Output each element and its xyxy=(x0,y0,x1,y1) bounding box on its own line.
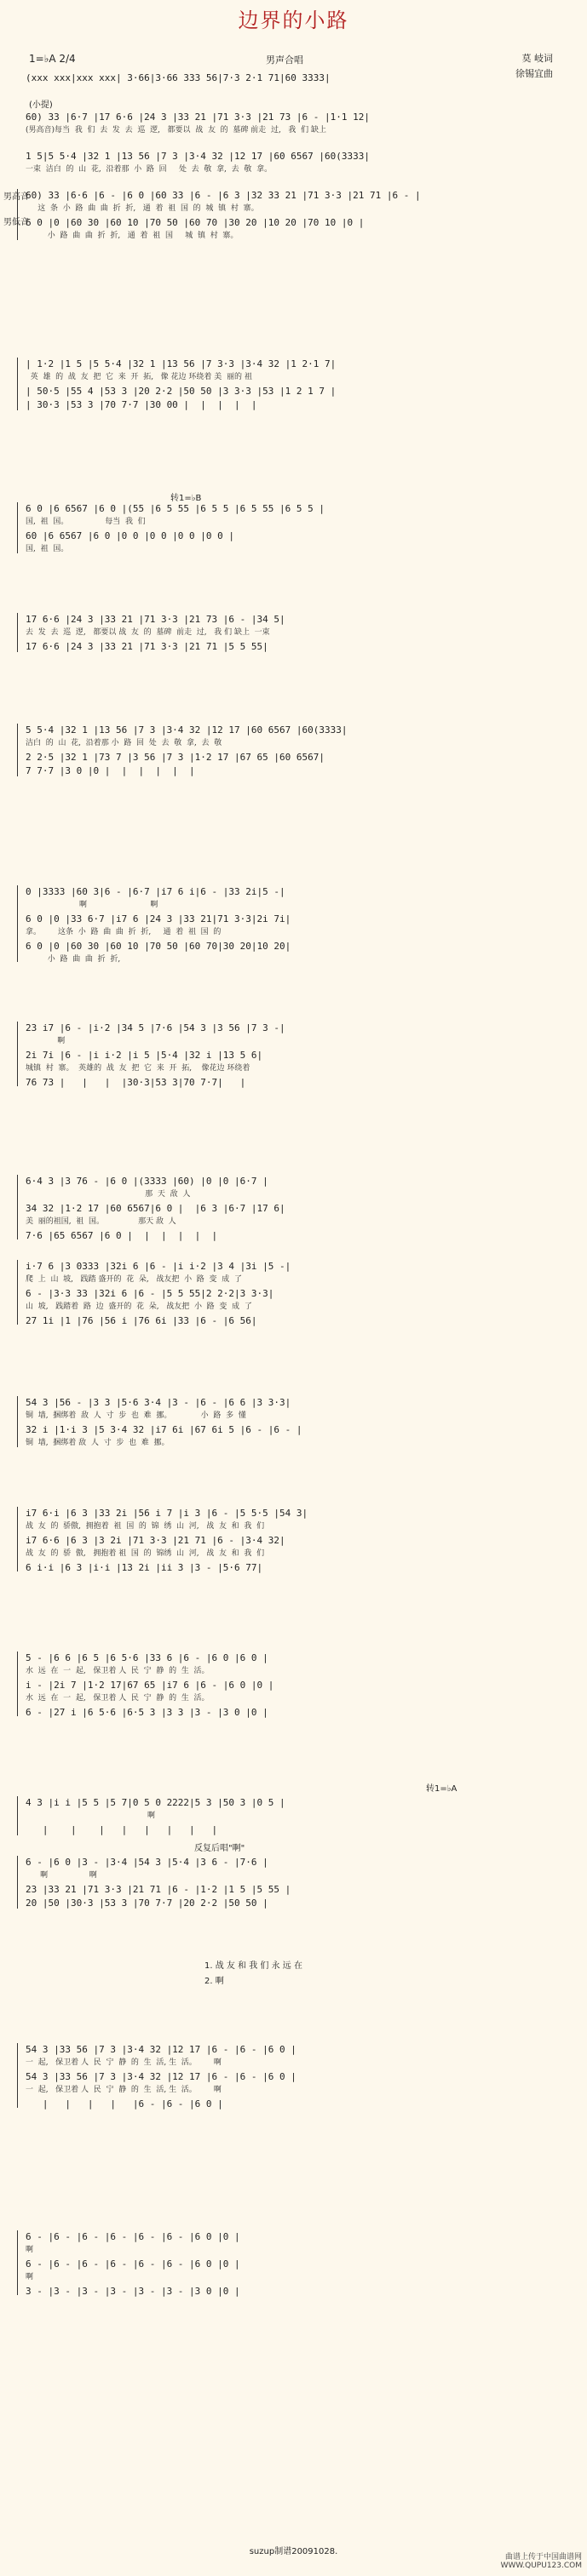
system-bracket xyxy=(17,1652,18,1716)
lyric-line: 铜 墙, 捆绑着 敌 人 寸 步 也 难 挪。 xyxy=(26,1439,170,1447)
notation-line: 2i 7i |6 - |i i·2 |i 5 |5·4 |32 i |13 5 6| xyxy=(26,1050,263,1061)
lyric-line: 铜 墙, 捆绑着 敌 人 寸 步 也 难 挪。 小 路 多 懂 xyxy=(26,1411,246,1420)
lyric-line: 山 坡, 践踏着 路 边 盛开的 花 朵, 战友把 小 路 变 成 了 xyxy=(26,1302,252,1311)
notation-line: 6 - |27 i |6 5·6 |6·5 3 |3 3 |3 - |3 0 |0 | xyxy=(26,1707,268,1718)
notation-line: 60 |6 6567 |6 0 |0 0 |0 0 |0 0 |0 0 | xyxy=(26,530,235,541)
notation-line: 6·4 3 |3 76 - |6 0 |(3333 |60) |0 |0 |6·7 | xyxy=(26,1176,268,1187)
notation-line: | 1·2 |1 5 |5 5·4 |32 1 |13 56 |7 3·3 |3·4 32 |1 2·1 7| xyxy=(26,358,337,369)
watermark-line-1: 曲谱上传于中国曲谱网 xyxy=(504,2553,582,2562)
notation-line: 0 |3333 |60 3|6 - |6·7 |i7 6 i|6 - |33 2i|5 -| xyxy=(26,886,285,897)
system-bracket xyxy=(17,502,18,553)
system-bracket xyxy=(17,1796,18,1835)
notation-line: 6 - |6 - |6 - |6 - |6 - |6 - |6 0 |0 | xyxy=(26,2258,240,2270)
notation-line: 23 |33 21 |71 3·3 |21 71 |6 - |1·2 |1 5 |5 55 | xyxy=(26,1884,291,1895)
notation-line: 17 6·6 |24 3 |33 21 |71 3·3 |21 73 |6 - |34 5| xyxy=(26,614,285,625)
notation-line: 23 i7 |6 - |i·2 |34 5 |7·6 |54 3 |3 56 |7 3 -| xyxy=(26,1022,285,1033)
system-bracket xyxy=(17,2230,18,2295)
notation-line: 54 3 |33 56 |7 3 |3·4 32 |12 17 |6 - |6 - |6 0 | xyxy=(26,2044,296,2055)
score-system xyxy=(26,1796,561,1837)
lyric-line: 水 远 在 一 起, 保卫着 人 民 宁 静 的 生 活。 xyxy=(26,1667,210,1675)
lyric-line: 英 雄 的 战 友 把 它 来 开 拓, 像 花边 环绕着 美 丽的 祖 xyxy=(26,373,252,381)
notation-line: | | | | |6 - |6 - |6 0 | xyxy=(26,2098,223,2109)
system-bracket xyxy=(17,1856,18,1909)
lyric-line: 爬 上 山 坡, 践踏 盛开的 花 朵, 战友把 小 路 变 成 了 xyxy=(26,1275,242,1284)
system-bracket xyxy=(17,1396,18,1447)
system-bracket xyxy=(17,1022,18,1086)
notation-line: 6 - |6 - |6 - |6 - |6 - |6 - |6 0 |0 | xyxy=(26,2231,240,2242)
notation-line: 2 2·5 |32 1 |73 7 |3 56 |7 3 |1·2 17 |67 65 |60 6567| xyxy=(26,752,325,763)
score-system xyxy=(26,2230,561,2298)
notation-line: 5 - |6 6 |6 5 |6 5·6 |33 6 |6 - |6 0 |6 0 | xyxy=(26,1652,268,1663)
notation-line: 60) 33 |6·7 |17 6·6 |24 3 |33 21 |71 3·3 |21 73 |6 - |1·1 12| xyxy=(26,112,370,123)
site-watermark xyxy=(501,2550,582,2570)
notation-line: i·7 6 |3 0333 |32i 6 |6 - |i i·2 |3 4 |3i |5 -| xyxy=(26,1261,291,1272)
notation-line: 4 3 |i i |5 5 |5 7|0 5 0 2222|5 3 |50 3 |0 5 | xyxy=(26,1797,285,1808)
notation-line: i7 6·i |6 3 |33 2i |56 i 7 |i 3 |6 - |5 5·5 |54 3| xyxy=(26,1508,308,1519)
lyric-line: 啊 xyxy=(26,2246,34,2254)
lyric-line: 啊 xyxy=(26,2273,34,2281)
score-system xyxy=(26,111,561,138)
system-bracket xyxy=(17,724,18,776)
verse-2-label: 2. 啊 xyxy=(204,1977,224,1986)
lyric-line: 一 起, 保卫着 人 民 宁 静 的 生 活, 生 活。 啊 xyxy=(26,2086,222,2094)
lyric-line: 去 发 去 巡 逻, 都要以 战 友 的 墓碑 前走 过, 我 们 缺上 一束 xyxy=(26,628,270,637)
score-system xyxy=(26,1022,561,1090)
solo-label: (小提) xyxy=(29,100,53,110)
lyric-line: 一 起, 保卫着 人 民 宁 静 的 生 活, 生 活。 啊 xyxy=(26,2058,222,2067)
reprise-instruction: 反复后唱"啊" xyxy=(194,1844,245,1853)
score-system xyxy=(26,189,561,243)
notation-line: 6 0 |0 |60 30 |60 10 |70 50 |60 70|30 20|10 20| xyxy=(26,941,291,952)
lyric-line: 战 友 的 骄傲, 拥抱着 祖 国 的 锦 绣 山 河, 战 友 和 我 们 xyxy=(26,1522,265,1531)
notation-line: 54 3 |33 56 |7 3 |3·4 32 |12 17 |6 - |6 - |6 0 | xyxy=(26,2071,296,2082)
notation-line: 17 6·6 |24 3 |33 21 |71 3·3 |21 71 |5 5 55| xyxy=(26,641,268,652)
composer-credit: 徐锡宜曲 xyxy=(515,68,553,79)
notation-line: 6 0 |0 |33 6·7 |i7 6 |24 3 |33 21|71 3·3|2i 7i| xyxy=(26,913,291,924)
score-system xyxy=(26,724,561,778)
lyric-line: 啊 啊 xyxy=(26,901,158,909)
score-system xyxy=(26,885,561,967)
notation-line: 76 73 | | | |30·3|53 3|70 7·7| | xyxy=(26,1077,246,1088)
notation-line: i - |2i 7 |1·2 17|67 65 |i7 6 |6 - |6 0 |0 | xyxy=(26,1680,274,1691)
lyric-line: 城镇 村 寨。 英雄的 战 友 把 它 来 开 拓, 像花边 环绕着 xyxy=(26,1064,250,1073)
lyric-line: 啊 啊 xyxy=(26,1871,97,1880)
score-system xyxy=(26,1856,561,1910)
score-system xyxy=(26,1175,561,1243)
notation-line: 3 - |3 - |3 - |3 - |3 - |3 - |3 0 |0 | xyxy=(26,2286,240,2297)
lyric-line: 国, 祖 国。 每当 我 们 xyxy=(26,518,146,526)
system-bracket xyxy=(17,1507,18,1571)
system-bracket xyxy=(17,2043,18,2108)
key-signature: 1=♭A 2/4 xyxy=(29,53,76,65)
notation-line: 20 |50 |30·3 |53 3 |70 7·7 |20 2·2 |50 50 | xyxy=(26,1898,268,1909)
score-system xyxy=(26,1260,561,1328)
watermark-line-2: WWW.QUPU123.COM xyxy=(500,2562,582,2570)
notation-line: 6 - |3·3 33 |32i 6 |6 - |5 5 55|2 2·2|3 3·3| xyxy=(26,1288,274,1299)
notation-line: 34 32 |1·2 17 |60 6567|6 0 | |6 3 |6·7 |17 6| xyxy=(26,1203,285,1214)
notation-line: 6 0 |0 |60 30 |60 10 |70 50 |60 70 |30 20 |10 20 |70 10 |0 | xyxy=(26,217,365,228)
score-title: 边界的小路 xyxy=(238,9,349,32)
notation-line: | 30·3 |53 3 |70 7·7 |30 00 | | | | | xyxy=(26,399,257,410)
lyric-line: 啊 xyxy=(26,1812,156,1820)
score-system xyxy=(26,358,561,412)
notation-line: 6 0 |6 6567 |6 0 |(55 |6 5 55 |6 5 5 |6 5 55 |6 5 5 | xyxy=(26,503,325,514)
bass-label: 男低音 xyxy=(3,218,29,227)
notation-line: (xxx xxx|xxx xxx| 3·66|3·66 333 56|7·3 2·1 71|60 3333| xyxy=(26,72,331,83)
lyricist-credit: 莫 岐词 xyxy=(521,53,553,64)
lyric-line: 那 天 敌 人 xyxy=(26,1190,191,1199)
score-system xyxy=(26,1507,561,1575)
notation-line: 60) 33 |6·6 |6 - |6 0 |60 33 |6 - |6 3 |32 33 21 |71 3·3 |21 71 |6 - | xyxy=(26,190,421,201)
system-bracket xyxy=(17,885,18,962)
lyric-line: 这 条 小 路 曲 曲 折 折, 通 着 祖 国 的 城 镇 村 寨。 xyxy=(26,204,259,213)
system-bracket xyxy=(17,358,18,410)
system-bracket xyxy=(17,1260,18,1325)
lyric-line: 水 远 在 一 起, 保卫着 人 民 宁 静 的 生 活。 xyxy=(26,1694,210,1703)
verse-1-label: 1. 战 友 和 我 们 永 远 在 xyxy=(204,1961,302,1971)
score-subtitle: 男声合唱 xyxy=(266,54,303,66)
lyric-line: 国, 祖 国。 xyxy=(26,545,69,553)
notation-line: | | | | | | | | xyxy=(26,1824,218,1835)
notation-line: 6 i·i |6 3 |i·i |13 2i |ii 3 |3 - |5·6 77| xyxy=(26,1562,263,1573)
lyric-line: 啊 xyxy=(26,1037,66,1045)
lyric-line: (男高音)每当 我 们 去 发 去 巡 逻, 都要以 战 友 的 墓碑 前走 过, 我 们 缺上 xyxy=(26,126,327,135)
transcriber-credit: suzup制谱20091028. xyxy=(249,2547,338,2556)
notation-line: 6 - |6 0 |3 - |3·4 |54 3 |5·4 |3 6 - |7·6 | xyxy=(26,1857,268,1868)
score-system xyxy=(26,150,561,177)
score-system xyxy=(26,72,561,85)
score-system xyxy=(26,2043,561,2111)
notation-line: 32 i |1·i 3 |5 3·4 32 |i7 6i |67 6i 5 |6 - |6 - | xyxy=(26,1424,302,1435)
notation-line: 1 5|5 5·4 |32 1 |13 56 |7 3 |3·4 32 |12 17 |60 6567 |60(3333| xyxy=(26,151,370,162)
system-bracket xyxy=(17,1175,18,1239)
lyric-line: 小 路 曲 曲 折 折, 通 着 祖 国 城 镇 村 寨。 xyxy=(26,232,239,240)
system-bracket xyxy=(17,613,18,652)
score-system xyxy=(26,1396,561,1451)
lyric-line: 小 路 曲 曲 折 折, xyxy=(26,955,121,964)
notation-line: i7 6·6 |6 3 |3 2i |71 3·3 |21 71 |6 - |3·4 32| xyxy=(26,1535,285,1546)
lyric-line: 洁白 的 山 花, 沿着那 小 路 回 处 去 敬 拿, 去 敬 xyxy=(26,739,222,747)
notation-line: | 50·5 |55 4 |53 3 |20 2·2 |50 50 |3 3·3 |53 |1 2 1 7 | xyxy=(26,386,337,397)
notation-line: 5 5·4 |32 1 |13 56 |7 3 |3·4 32 |12 17 |60 6567 |60(3333| xyxy=(26,724,348,736)
score-system xyxy=(26,502,561,557)
notation-line: 7 7·7 |3 0 |0 | | | | | | xyxy=(26,765,195,776)
score-system xyxy=(26,1652,561,1720)
tenor-label: 男高音 xyxy=(3,192,29,202)
lyric-line: 战 友 的 骄 傲, 拥抱着 祖 国 的 锦绣 山 河, 战 友 和 我 们 xyxy=(26,1549,265,1558)
lyric-line: 一束 洁白 的 山 花, 沿着那 小 路 回 处 去 敬 拿, 去 敬 拿。 xyxy=(26,165,273,174)
notation-line: 54 3 |56 - |3 3 |5·6 3·4 |3 - |6 - |6 6 |3 3·3| xyxy=(26,1397,291,1408)
score-system xyxy=(26,613,561,654)
lyric-line: 拿。 这条 小 路 曲 曲 折 折, 通 着 祖 国 的 xyxy=(26,928,222,936)
modulation-label-2: 转1=♭A xyxy=(426,1784,458,1794)
modulation-label-1: 转1=♭B xyxy=(170,494,202,503)
notation-line: 7·6 |65 6567 |6 0 | | | | | | xyxy=(26,1230,218,1241)
notation-line: 27 1i |1 |76 |56 i |76 6i |33 |6 - |6 56| xyxy=(26,1315,257,1326)
lyric-line: 美 丽的祖国, 祖 国。 那天 敌 人 xyxy=(26,1217,176,1226)
